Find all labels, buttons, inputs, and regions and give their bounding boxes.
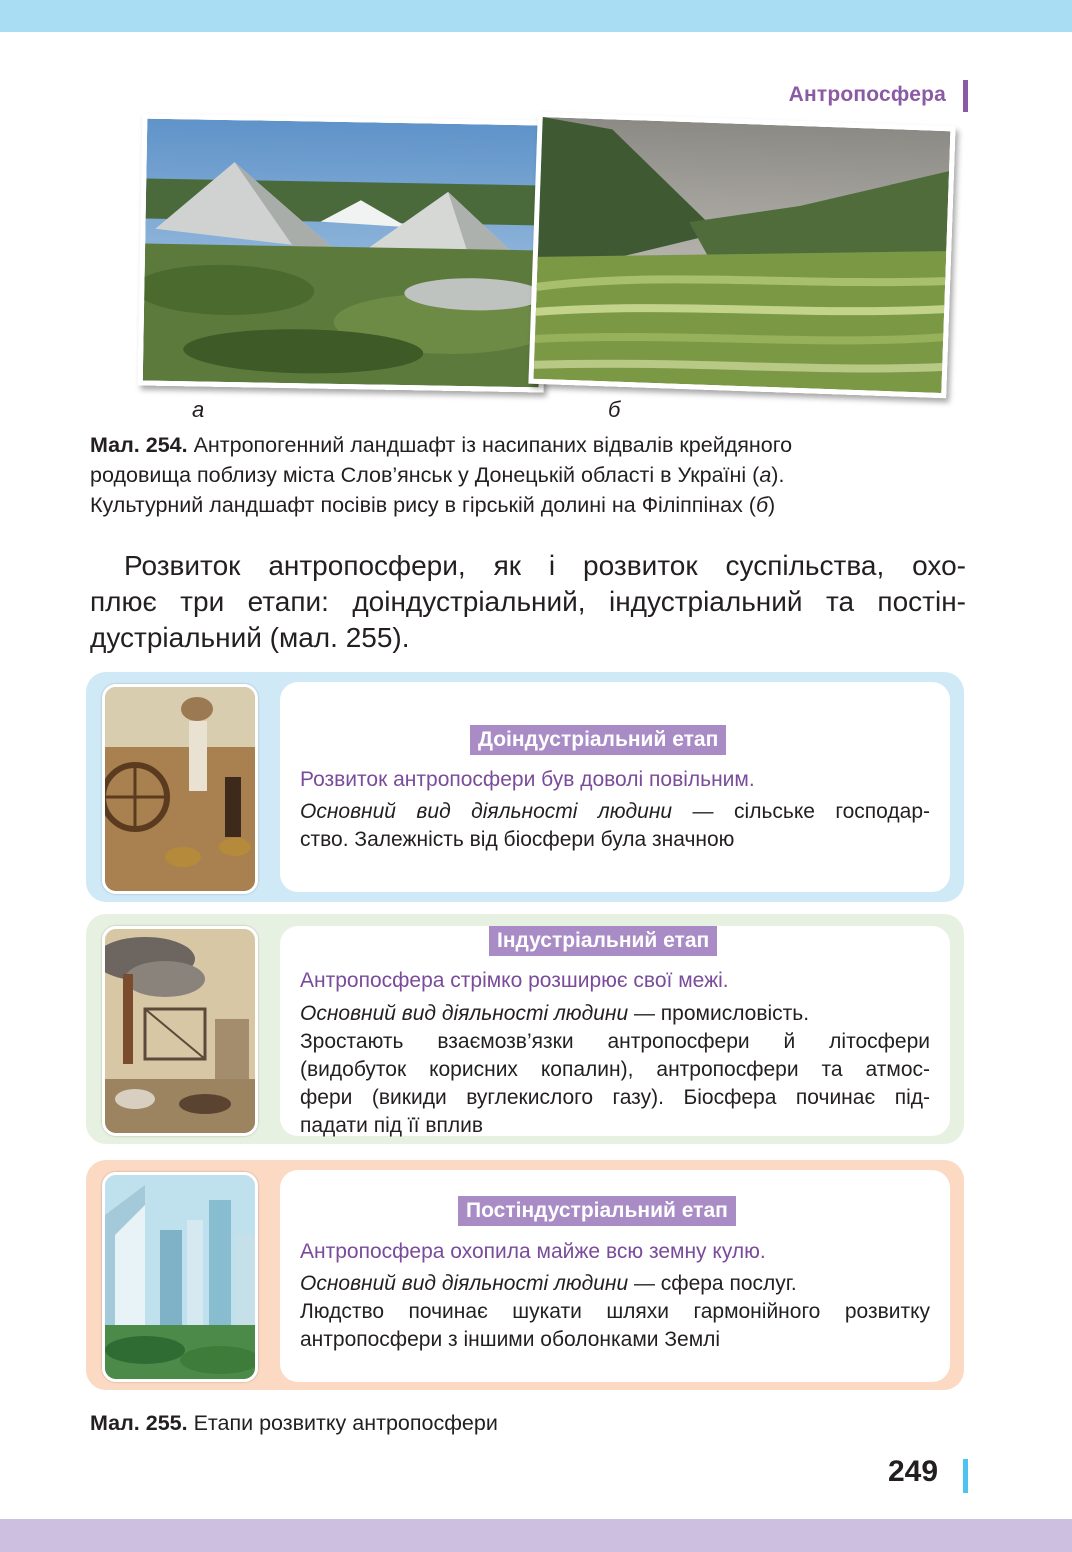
caption-text: ). <box>771 463 785 487</box>
body-paragraph <box>90 548 966 656</box>
caption-line-1 <box>90 430 990 460</box>
stage-line: ство. Залежність від біосфери була значною <box>300 828 735 851</box>
photo-chalk-spoil-heaps <box>138 113 549 392</box>
photo-a-letter: а <box>192 397 205 422</box>
stage-lead: Розвиток антропосфери був доволі повільним. <box>300 768 755 791</box>
stage-line <box>300 798 930 826</box>
stage-line <box>300 1270 930 1298</box>
stage-description <box>300 1270 930 1354</box>
activity-value: — промисловість. <box>628 1002 810 1025</box>
caption-text: родовища поблизу міста Слов’янськ у Донецькій області в Україні ( <box>90 463 760 487</box>
activity-label: Основний вид діяльності людини <box>300 1272 629 1295</box>
top-color-band <box>0 0 1072 32</box>
stage-panel-industrial <box>86 914 964 1144</box>
stage-line: антропосфери з іншими оболонками Землі <box>300 1328 721 1351</box>
figure-255-caption <box>90 1408 498 1438</box>
caption-text: ) <box>768 493 776 517</box>
caption-text: Етапи розвитку антропосфери <box>187 1411 498 1435</box>
bottom-color-band <box>0 1519 1072 1552</box>
activity-value: — сільське господар- <box>672 800 931 823</box>
stage-title: Доіндустріальний етап <box>470 725 726 755</box>
stage-card <box>280 682 950 892</box>
stage-line: (видобуток корисних копалин), антропосфери та атмос- <box>300 1058 930 1081</box>
caption-text: Культурний ландшафт посівів рису в гірській долині на Філіппінах ( <box>90 493 756 517</box>
activity-value: — сфера послуг. <box>628 1272 797 1295</box>
farm-harvest-image <box>102 684 258 894</box>
activity-label: Основний вид діяльності людини <box>300 1002 629 1025</box>
stage-title: Постіндустріальний етап <box>458 1196 736 1226</box>
caption-line-2 <box>90 460 990 490</box>
stage-panel-preindustrial <box>86 672 964 902</box>
stage-line <box>300 1000 930 1028</box>
stage-lead: Антропосфера стрімко розширює свої межі. <box>300 969 729 992</box>
caption-label: Мал. 255. <box>90 1411 188 1435</box>
caption-text: Антропогенний ландшафт із насипаних відвалів крейдяного <box>187 433 793 457</box>
stage-description <box>300 1000 930 1140</box>
figure-254-caption <box>90 430 990 520</box>
body-line: плює три етапи: доіндустріальний, індустріальний та постін- <box>90 586 966 617</box>
caption-letter: а <box>759 463 772 487</box>
running-head-bar <box>963 80 968 112</box>
stage-line: фери (викиди вуглекислого газу). Біосфера починає під- <box>300 1086 930 1109</box>
futuristic-city-image <box>102 1172 258 1382</box>
stage-line: падати під її вплив <box>300 1114 484 1137</box>
stage-panel-postindustrial <box>86 1160 964 1390</box>
photo-rice-terraces <box>528 112 955 398</box>
stage-title: Індустріальний етап <box>489 926 717 956</box>
page-number: 249 <box>888 1455 939 1488</box>
caption-letter: б <box>755 493 769 517</box>
industrial-mine-image <box>102 926 258 1136</box>
stage-description <box>300 798 930 854</box>
stage-lead: Антропосфера охопила майже всю земну кулю. <box>300 1240 766 1263</box>
running-head: Антропосфера <box>788 83 946 106</box>
stage-line: Людство починає шукати шляхи гармонійного розвитку <box>300 1300 930 1323</box>
activity-label: Основний вид діяльності людини <box>300 800 673 823</box>
stage-line: Зростають взаємозв’язки антропосфери й літосфери <box>300 1030 930 1053</box>
caption-label: Мал. 254. <box>90 433 188 457</box>
photo-b-letter: б <box>608 397 621 422</box>
body-line: дустріальний (мал. 255). <box>90 622 410 653</box>
stage-card <box>280 926 950 1136</box>
stage-card <box>280 1170 950 1382</box>
caption-line-3 <box>90 490 990 520</box>
page-number-bar <box>963 1459 968 1493</box>
body-line: Розвиток антропосфери, як і розвиток суспільства, охо- <box>124 550 966 581</box>
